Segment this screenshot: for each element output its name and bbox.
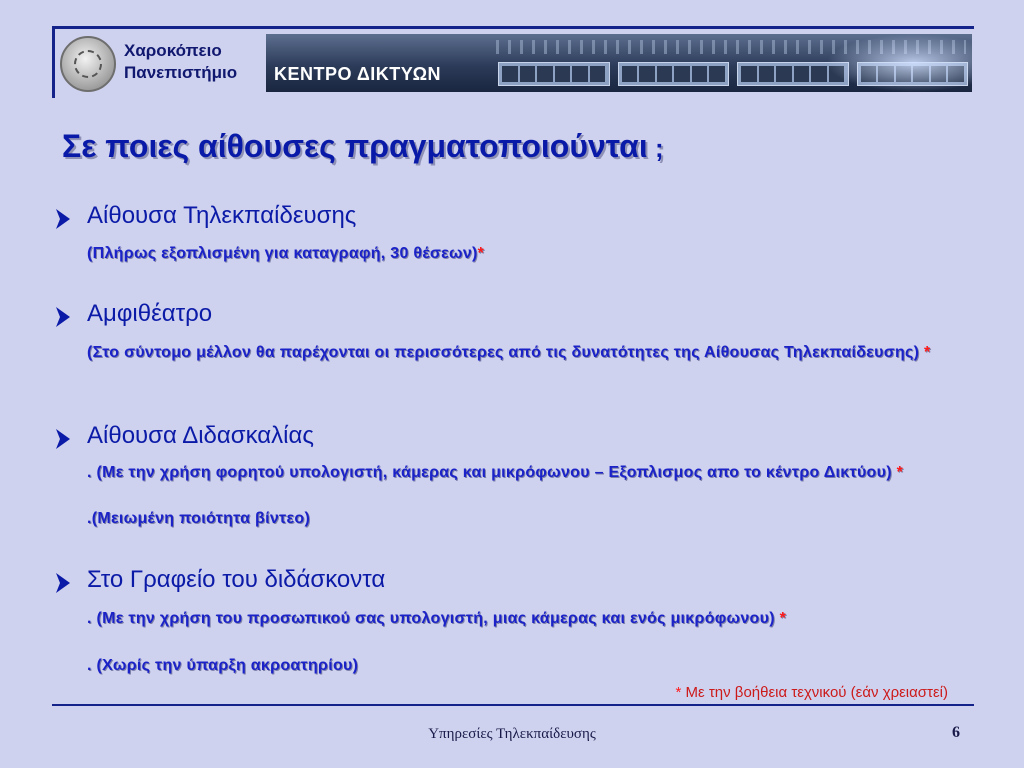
bullet-label: Αίθουσα Διδασκαλίας	[87, 422, 314, 449]
asterisk-marker: *	[477, 245, 485, 262]
asterisk-marker: *	[896, 464, 904, 481]
arrow-bullet-icon	[54, 206, 72, 232]
bullet-label: Αμφιθέατρο	[87, 300, 213, 327]
footer-rule	[52, 704, 974, 706]
footer-title: Υπηρεσίες Τηλεκπαίδευσης	[428, 726, 596, 742]
header-left-rule	[52, 26, 55, 98]
footnote-text: Με την βοήθεια τεχνικού (εάν χρειαστεί)	[681, 684, 948, 701]
arrow-bullet-icon	[54, 426, 72, 452]
university-name	[124, 40, 237, 84]
network-center-banner	[266, 34, 972, 92]
bullet-detail: (Στο σύντομο μέλλον θα παρέχονται οι περισσότερες από τις δυνατότητες της Αίθουσας Τηλεκπαίδευσης) *	[87, 344, 931, 361]
asterisk-marker: *	[779, 610, 787, 627]
university-name-line1: Χαροκόπειο	[124, 41, 222, 60]
banner-glow	[826, 34, 972, 92]
header-rule	[52, 26, 974, 29]
university-logo	[58, 34, 264, 96]
slide-title-main: Σε ποιες αίθουσες πραγματοποιούνται	[62, 128, 648, 164]
bullet-detail: .(Μειωμένη ποιότητα βίντεο)	[87, 510, 311, 527]
bullet-detail: (Πλήρως εξοπλισμένη για καταγραφή, 30 θέσεων)*	[87, 245, 485, 262]
asterisk-marker: *	[675, 684, 682, 701]
page-number: 6	[952, 724, 960, 741]
arrow-bullet-icon	[54, 570, 72, 596]
slide-title	[62, 128, 664, 165]
asterisk-marker: *	[924, 344, 931, 361]
bullet-detail: . (Χωρίς την ύπαρξη ακροατηρίου)	[87, 657, 359, 674]
arrow-bullet-icon	[54, 304, 72, 330]
slide-title-suffix: ;	[647, 133, 664, 163]
bullet-detail: . (Με την χρήση φορητού υπολογιστή, κάμερας και μικρόφωνου – Εξοπλισμος απο το κέντρο Δικτύου) *	[87, 464, 904, 481]
footnote	[676, 684, 948, 701]
bullet-label: Στο Γραφείο του διδάσκοντα	[87, 566, 386, 593]
bullet-label: Αίθουσα Τηλεκπαίδευσης	[87, 202, 357, 229]
banner-title: ΚΕΝΤΡΟ ΔΙΚΤΥΩΝ	[274, 64, 442, 84]
university-seal-icon	[60, 36, 116, 92]
bullet-detail: . (Με την χρήση του προσωπικού σας υπολογιστή, μιας κάμερας και ενός μικρόφωνου) *	[87, 610, 787, 627]
university-name-line2: Πανεπιστήμιο	[124, 63, 238, 82]
